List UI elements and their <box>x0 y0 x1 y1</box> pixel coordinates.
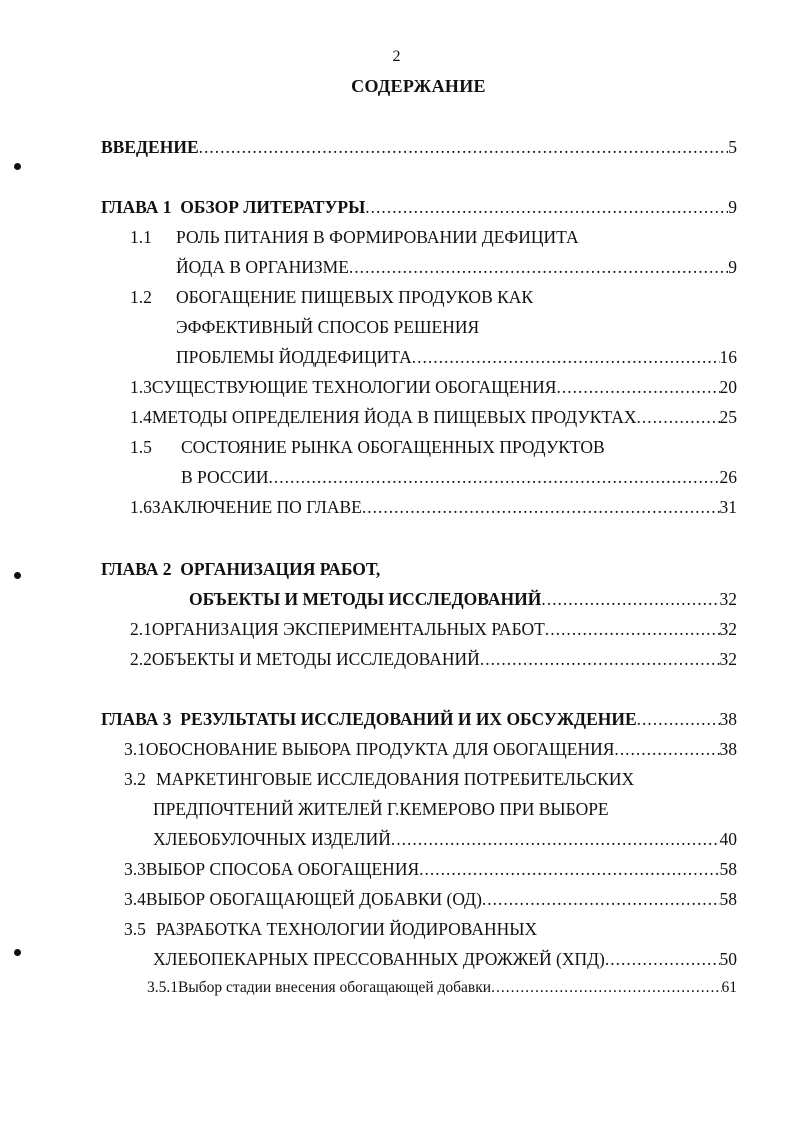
section-number: 3.5.1 <box>147 979 178 996</box>
toc-section-1-2-cont2[interactable] <box>176 344 737 370</box>
toc-page-number: 50 <box>719 949 737 969</box>
dot-leader <box>637 706 720 732</box>
section-number: 3.4 <box>124 889 146 909</box>
section-number: 3.2 <box>124 769 146 789</box>
toc-section-3-4[interactable] <box>124 886 737 912</box>
toc-page-number: 9 <box>728 197 737 217</box>
section-title-line: ОРГАНИЗАЦИЯ ЭКСПЕРИМЕНТАЛЬНЫХ РАБОТ <box>151 619 545 639</box>
toc-page-number: 32 <box>719 649 737 669</box>
punch-hole-mark <box>14 572 21 579</box>
toc-title: СОДЕРЖАНИЕ <box>351 76 486 96</box>
dot-leader <box>556 374 719 400</box>
dot-leader <box>268 464 719 490</box>
toc-section-3-2[interactable] <box>124 766 634 792</box>
toc-entry-label: ВВЕДЕНИЕ <box>101 137 199 157</box>
toc-page-number: 25 <box>719 407 737 427</box>
dot-leader <box>482 886 720 912</box>
chapter-heading: ОБЪЕКТЫ И МЕТОДЫ ИССЛЕДОВАНИЙ <box>189 589 542 609</box>
toc-section-3-5[interactable] <box>124 916 537 942</box>
toc-chapter-1[interactable] <box>101 194 737 220</box>
toc-section-3-3[interactable] <box>124 856 737 882</box>
dot-leader <box>349 254 728 280</box>
section-number: 1.3 <box>130 377 152 397</box>
section-title-line: ОБОГАЩЕНИЕ ПИЩЕВЫХ ПРОДУКОВ КАК <box>176 287 534 307</box>
toc-section-3-2-cont2[interactable] <box>153 826 737 852</box>
section-title-line: Выбор стадии внесения обогащающей добавки <box>178 979 492 996</box>
section-title-line: ЗАКЛЮЧЕНИЕ ПО ГЛАВЕ <box>151 497 362 517</box>
toc-page-number: 26 <box>719 467 737 487</box>
dot-leader <box>362 494 720 520</box>
toc-page-number: 32 <box>719 589 737 609</box>
toc-section-2-1[interactable] <box>130 616 737 642</box>
toc-page-number: 58 <box>719 889 737 909</box>
chapter-heading: ГЛАВА 2 ОРГАНИЗАЦИЯ РАБОТ, <box>101 559 381 579</box>
toc-chapter-3[interactable] <box>101 706 737 732</box>
section-title-line: ПРЕДПОЧТЕНИЙ ЖИТЕЛЕЙ Г.КЕМЕРОВО ПРИ ВЫБОРЕ <box>153 799 609 819</box>
chapter-heading: ГЛАВА 1 ОБЗОР ЛИТЕРАТУРЫ <box>101 197 366 217</box>
section-title-line: СУЩЕСТВУЮЩИЕ ТЕХНОЛОГИИ ОБОГАЩЕНИЯ <box>151 377 557 397</box>
toc-section-3-2-cont <box>153 796 609 822</box>
section-title-line: ХЛЕБОБУЛОЧНЫХ ИЗДЕЛИЙ <box>153 829 391 849</box>
section-title-line: РОЛЬ ПИТАНИЯ В ФОРМИРОВАНИИ ДЕФИЦИТА <box>176 227 579 247</box>
toc-page-number: 32 <box>719 619 737 639</box>
toc-section-1-1[interactable] <box>130 224 579 250</box>
section-number: 1.4 <box>130 407 152 427</box>
toc-page-number: 20 <box>719 377 737 397</box>
toc-section-1-1-cont[interactable] <box>176 254 737 280</box>
toc-section-1-5[interactable] <box>130 434 605 460</box>
section-number: 1.2 <box>130 287 152 307</box>
section-title-line: РАЗРАБОТКА ТЕХНОЛОГИИ ЙОДИРОВАННЫХ <box>156 919 538 939</box>
section-title-line: В РОССИИ <box>181 467 269 487</box>
dot-leader <box>541 586 719 612</box>
section-number: 2.2 <box>130 649 152 669</box>
section-title-line: ХЛЕБОПЕКАРНЫХ ПРЕССОВАННЫХ ДРОЖЖЕЙ (ХПД) <box>153 949 605 969</box>
toc-section-3-1[interactable] <box>124 736 737 762</box>
dot-leader <box>412 344 720 370</box>
toc-page-number: 40 <box>719 829 737 849</box>
toc-page-number: 61 <box>721 979 737 996</box>
toc-section-1-2[interactable] <box>130 284 533 310</box>
toc-page-number: 58 <box>719 859 737 879</box>
toc-section-2-2[interactable] <box>130 646 737 672</box>
section-number: 3.5 <box>124 919 146 939</box>
dot-leader <box>391 826 720 852</box>
punch-hole-mark <box>14 163 21 170</box>
toc-chapter-2-cont[interactable] <box>189 586 737 612</box>
toc-page-number: 38 <box>719 709 737 729</box>
dot-leader <box>365 194 728 220</box>
section-title-line: ОБЪЕКТЫ И МЕТОДЫ ИССЛЕДОВАНИЙ <box>151 649 480 669</box>
section-number: 3.1 <box>124 739 146 759</box>
section-title-line: ЙОДА В ОРГАНИЗМЕ <box>176 257 349 277</box>
dot-leader <box>605 946 720 972</box>
dot-leader <box>545 616 720 642</box>
toc-section-1-5-cont[interactable] <box>181 464 737 490</box>
section-title-line: СОСТОЯНИЕ РЫНКА ОБОГАЩЕННЫХ ПРОДУКТОВ <box>181 437 605 457</box>
toc-page-number: 16 <box>719 347 737 367</box>
section-title-line: ОБОСНОВАНИЕ ВЫБОРА ПРОДУКТА ДЛЯ ОБОГАЩЕНИЯ <box>145 739 615 759</box>
section-number: 1.5 <box>130 437 152 457</box>
section-title-line: ПРОБЛЕМЫ ЙОДДЕФИЦИТА <box>176 347 412 367</box>
toc-entry-intro[interactable] <box>101 134 737 160</box>
toc-page-number: 5 <box>728 137 737 157</box>
section-title-line: ВЫБОР ОБОГАЩАЮЩЕЙ ДОБАВКИ (ОД) <box>145 889 482 909</box>
section-title-line: МАРКЕТИНГОВЫЕ ИССЛЕДОВАНИЯ ПОТРЕБИТЕЛЬСКИХ <box>156 769 635 789</box>
punch-hole-mark <box>14 949 21 956</box>
page-number: 2 <box>392 48 401 65</box>
section-number: 3.3 <box>124 859 146 879</box>
toc-subsection-3-5-1[interactable] <box>147 975 737 1001</box>
toc-section-3-5-cont[interactable] <box>153 946 737 972</box>
toc-section-1-2-cont <box>176 314 479 340</box>
toc-page-number: 9 <box>728 257 737 277</box>
section-number: 1.1 <box>130 227 152 247</box>
toc-page-number: 31 <box>719 497 737 517</box>
dot-leader <box>637 404 720 430</box>
dot-leader <box>491 975 721 1001</box>
section-title-line: МЕТОДЫ ОПРЕДЕЛЕНИЯ ЙОДА В ПИЩЕВЫХ ПРОДУКТАХ <box>151 407 637 427</box>
toc-chapter-2[interactable] <box>101 556 380 582</box>
chapter-heading: ГЛАВА 3 РЕЗУЛЬТАТЫ ИССЛЕДОВАНИЙ И ИХ ОБСУЖДЕНИЕ <box>101 709 637 729</box>
dot-leader <box>199 134 729 160</box>
dot-leader <box>614 736 719 762</box>
toc-section-1-3[interactable] <box>130 374 737 400</box>
section-title-line: ЭФФЕКТИВНЫЙ СПОСОБ РЕШЕНИЯ <box>176 317 480 337</box>
section-number: 2.1 <box>130 619 152 639</box>
toc-page-number: 38 <box>719 739 737 759</box>
section-number: 1.6 <box>130 497 152 517</box>
toc-section-1-6[interactable] <box>130 494 737 520</box>
section-title-line: ВЫБОР СПОСОБА ОБОГАЩЕНИЯ <box>145 859 420 879</box>
toc-section-1-4[interactable] <box>130 404 737 430</box>
dot-leader <box>480 646 720 672</box>
dot-leader <box>419 856 719 882</box>
